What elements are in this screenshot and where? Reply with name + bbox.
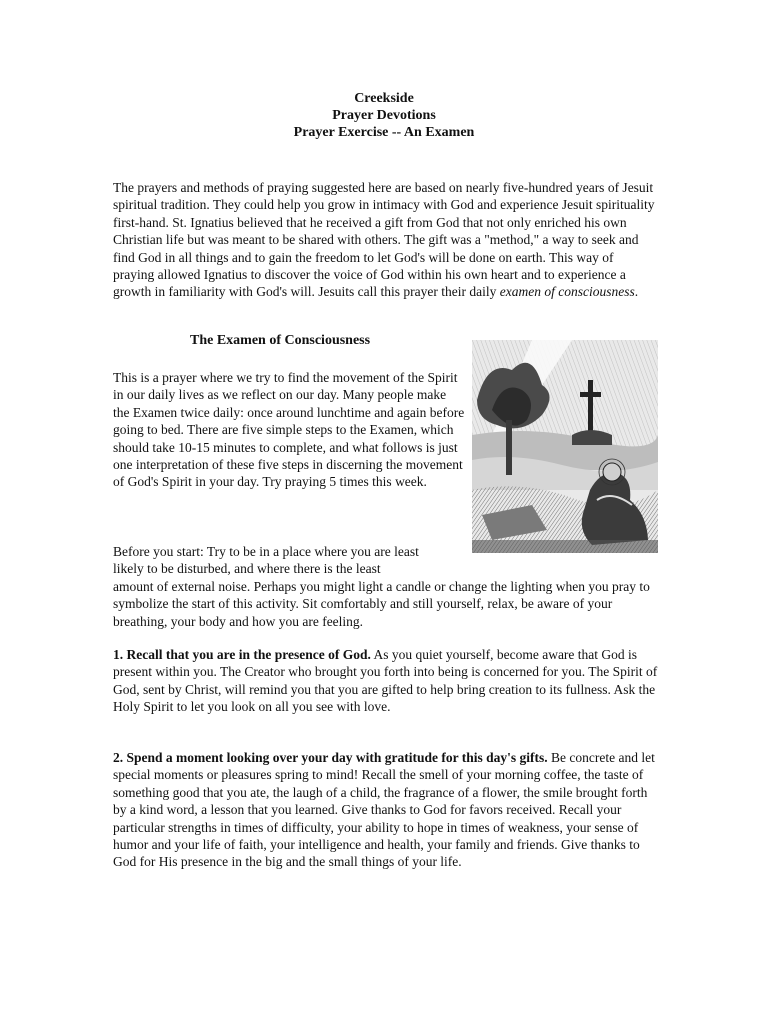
before-you-start-paragraph — [113, 543, 658, 630]
intro-text: The prayers and methods of praying suggested here are based on nearly five-hundred years of Jesuit spiritual tradition. They could help you grow in intimacy with God and experience Jesuit spirituality first-hand. St. Ignatius believed that he received a gift from God that not only enriched his own Christian life but was meant to be shared with others. The gift was a "method," a way to seek and find God in all things and to gain the freedom to let God's will be done on earth. This way of praying allowed Ignatius to discover the voice of God within his own heart and to experience a growth in familiarity with God's will. Jesuits call this prayer their daily — [113, 180, 655, 300]
before-line-1: Before you start: Try to be in a place where you are least — [113, 544, 419, 559]
document-header — [0, 90, 768, 141]
intro-end: . — [634, 284, 639, 300]
examen-paragraph: This is a prayer where we try to find the movement of the Spirit in our daily lives as we reflect on our day. Many people make the Examen twice daily: once around lunchtime and again before going to bed. There are five simple steps to the Examen, which should take 10-15 minutes to complete, and what follows is just one interpretation of these five steps in discerning the movement of God's Spirit in your day. Try praying 5 times this week. — [113, 370, 465, 490]
intro-paragraph — [113, 179, 658, 301]
ignatius-illustration — [472, 340, 658, 553]
header-title: Prayer Exercise -- An Examen — [293, 125, 475, 140]
step-2-paragraph — [113, 749, 658, 871]
engraving-image — [472, 340, 658, 553]
intro-emphasis: examen of consciousness — [499, 284, 635, 300]
step-1-paragraph — [113, 646, 658, 716]
before-rest: amount of external noise. Perhaps you might light a candle or change the lighting when you pray to symbolize the start of this activity. Sit comfortably and still yourself, relax, be aware of your breathing, your body and how you are feeling. — [113, 578, 650, 629]
step-1-text: As you quiet yourself, become aware that God is present within you. The Creator who brought you forth into being is concerned for you. The Spirit of God, sent by Christ, will remind you that you are gifted to help bring creation to its fullness. Ask the Holy Spirit to let you look on all you see with love. — [113, 647, 658, 715]
step-2-text: Be concrete and let special moments or pleasures spring to mind! Recall the smell of your morning coffee, the taste of something good that you ate, the laugh of a child, the fragrance of a flower, the smile brought forth by a kind word, a lesson that you learned. Give thanks to God for favors received. Recall your particular strengths in times of difficulty, your ability to hope in times of weakness, your sense of humor and your life of faith, your intelligence and health, your family and friends. Give thanks to God for His presence in the big and the small things of your life. — [113, 750, 655, 870]
header-subtitle: Prayer Devotions — [332, 108, 436, 123]
section-title: The Examen of Consciousness — [190, 333, 371, 348]
step-1-lead: 1. Recall that you are in the presence of God. — [113, 647, 371, 662]
header-church-name: Creekside — [354, 91, 414, 106]
step-2-lead: 2. Spend a moment looking over your day with gratitude for this day's gifts. — [113, 750, 548, 765]
before-line-2: likely to be disturbed, and where there is the least — [113, 561, 381, 577]
